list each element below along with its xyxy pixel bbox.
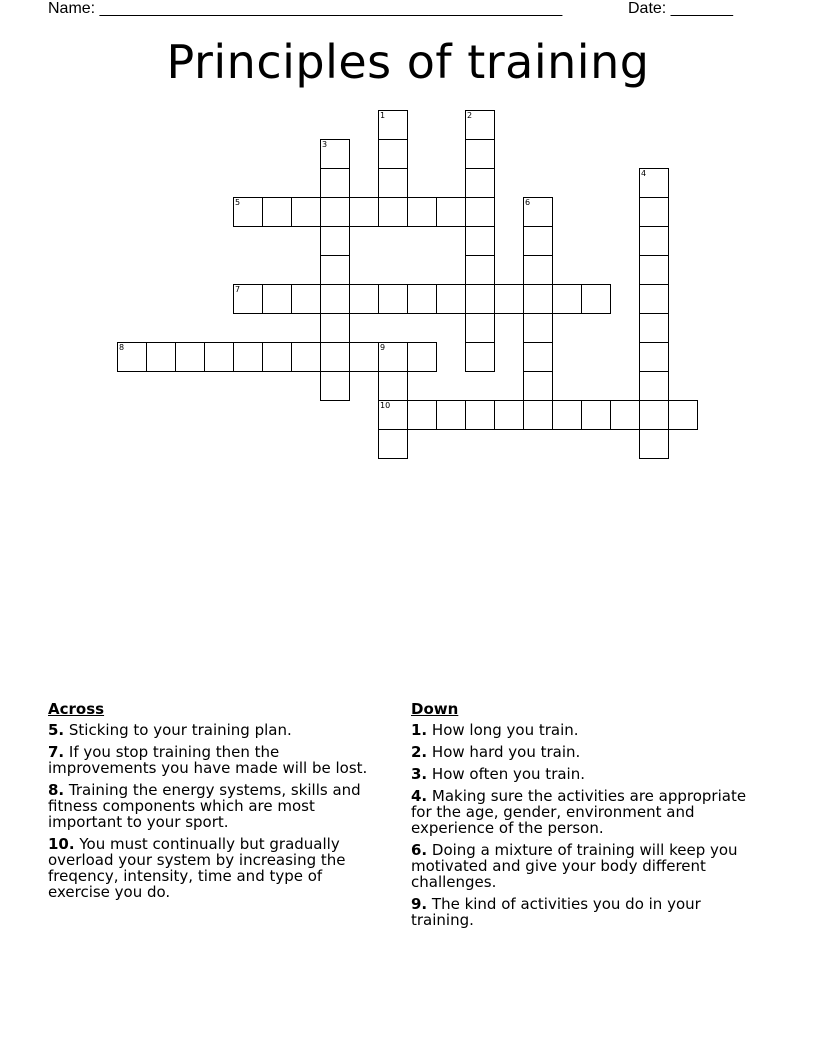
cell-number: 5 xyxy=(235,198,241,207)
crossword-cell[interactable] xyxy=(639,342,669,372)
crossword-cell[interactable] xyxy=(320,197,350,227)
crossword-cell[interactable] xyxy=(407,400,437,430)
crossword-cell[interactable] xyxy=(233,342,263,372)
crossword-cell[interactable] xyxy=(320,226,350,256)
crossword-cell[interactable] xyxy=(262,284,292,314)
crossword-cell[interactable] xyxy=(523,226,553,256)
clue-number: 9. xyxy=(411,895,428,913)
crossword-cell[interactable] xyxy=(378,168,408,198)
clue-number: 8. xyxy=(48,781,65,799)
across-heading: Across xyxy=(48,700,105,718)
crossword-cell[interactable] xyxy=(378,197,408,227)
page-title: Principles of training xyxy=(166,35,650,89)
crossword-cell[interactable] xyxy=(349,284,379,314)
crossword-cell[interactable] xyxy=(610,400,640,430)
crossword-cell[interactable] xyxy=(436,284,466,314)
crossword-cell[interactable] xyxy=(378,429,408,459)
crossword-cell[interactable] xyxy=(523,284,553,314)
crossword-cell[interactable] xyxy=(639,400,669,430)
crossword-grid xyxy=(0,0,816,470)
clue-number: 5. xyxy=(48,721,65,739)
down-clue xyxy=(411,788,766,836)
clue-number: 6. xyxy=(411,841,428,859)
crossword-cell[interactable] xyxy=(320,371,350,401)
crossword-cell[interactable] xyxy=(639,284,669,314)
crossword-cell[interactable] xyxy=(465,255,495,285)
crossword-cell[interactable] xyxy=(668,400,698,430)
clue-text: How often you train. xyxy=(427,765,585,783)
clue-text: Making sure the activities are appropriate for the age, gender, environment and experience of the person. xyxy=(411,787,747,837)
crossword-cell[interactable] xyxy=(349,342,379,372)
crossword-cell[interactable] xyxy=(465,226,495,256)
crossword-cell[interactable] xyxy=(436,197,466,227)
crossword-cell[interactable] xyxy=(320,313,350,343)
crossword-cell[interactable] xyxy=(523,400,553,430)
cell-number: 1 xyxy=(380,111,386,120)
crossword-cell[interactable] xyxy=(523,197,553,227)
crossword-cell[interactable] xyxy=(320,342,350,372)
down-clues xyxy=(411,700,766,934)
clue-text: How hard you train. xyxy=(427,743,581,761)
cell-number: 2 xyxy=(467,111,473,120)
clue-text: Training the energy systems, skills and fitness components which are most important to your sport. xyxy=(48,781,361,831)
clue-text: Doing a mixture of training will keep you motivated and give your body different challenges. xyxy=(411,841,738,891)
across-clue xyxy=(48,782,388,830)
down-clue xyxy=(411,722,766,738)
cell-number: 3 xyxy=(322,140,328,149)
crossword-cell[interactable] xyxy=(639,168,669,198)
crossword-cell[interactable] xyxy=(378,342,408,372)
down-list xyxy=(411,722,766,928)
crossword-cell[interactable] xyxy=(233,284,263,314)
crossword-cell[interactable] xyxy=(639,313,669,343)
clue-number: 7. xyxy=(48,743,65,761)
crossword-cell[interactable] xyxy=(465,197,495,227)
crossword-cell[interactable] xyxy=(320,139,350,169)
crossword-cell[interactable] xyxy=(436,400,466,430)
crossword-cell[interactable] xyxy=(494,284,524,314)
across-clues xyxy=(48,700,388,906)
crossword-cell[interactable] xyxy=(523,371,553,401)
crossword-cell[interactable] xyxy=(320,168,350,198)
crossword-cell[interactable] xyxy=(465,139,495,169)
across-list xyxy=(48,722,388,900)
crossword-cell[interactable] xyxy=(465,110,495,140)
crossword-cell[interactable] xyxy=(552,400,582,430)
cell-number: 4 xyxy=(641,169,647,178)
down-clue xyxy=(411,842,766,890)
down-clue xyxy=(411,744,766,760)
crossword-cell[interactable] xyxy=(378,139,408,169)
crossword-cell[interactable] xyxy=(320,284,350,314)
clue-text: How long you train. xyxy=(427,721,579,739)
down-clue xyxy=(411,896,766,928)
crossword-cell[interactable] xyxy=(407,284,437,314)
crossword-cell[interactable] xyxy=(465,342,495,372)
clue-text: Sticking to your training plan. xyxy=(64,721,292,739)
crossword-cell[interactable] xyxy=(465,168,495,198)
crossword-cell[interactable] xyxy=(233,197,263,227)
clue-number: 1. xyxy=(411,721,428,739)
date-field-label[interactable]: Date: _______ xyxy=(628,0,733,17)
clue-number: 2. xyxy=(411,743,428,761)
cell-number: 10 xyxy=(380,401,391,410)
across-clue xyxy=(48,722,388,738)
clue-text: You must continually but gradually overload your system by increasing the freqency, intensity, time and type of exercise you do. xyxy=(48,835,346,901)
crossword-cell[interactable] xyxy=(407,342,437,372)
crossword-cell[interactable] xyxy=(291,197,321,227)
name-field-label[interactable]: Name: ____________________________________________________ xyxy=(48,0,563,17)
crossword-cell[interactable] xyxy=(320,255,350,285)
crossword-cell[interactable] xyxy=(552,284,582,314)
crossword-cell[interactable] xyxy=(378,110,408,140)
crossword-cell[interactable] xyxy=(523,313,553,343)
cell-number: 9 xyxy=(380,343,386,352)
crossword-cell[interactable] xyxy=(523,342,553,372)
down-heading: Down xyxy=(411,700,459,718)
crossword-cell[interactable] xyxy=(639,429,669,459)
crossword-cell[interactable] xyxy=(581,400,611,430)
cell-number: 8 xyxy=(119,343,125,352)
crossword-cell[interactable] xyxy=(291,342,321,372)
clue-text: The kind of activities you do in your training. xyxy=(411,895,701,929)
crossword-cell[interactable] xyxy=(117,342,147,372)
crossword-cell[interactable] xyxy=(204,342,234,372)
crossword-cell[interactable] xyxy=(639,371,669,401)
crossword-cell[interactable] xyxy=(639,197,669,227)
clue-number: 4. xyxy=(411,787,428,805)
crossword-cell[interactable] xyxy=(378,284,408,314)
crossword-cell[interactable] xyxy=(465,400,495,430)
crossword-cell[interactable] xyxy=(523,255,553,285)
crossword-cell[interactable] xyxy=(639,255,669,285)
crossword-cell[interactable] xyxy=(465,284,495,314)
clue-number: 3. xyxy=(411,765,428,783)
crossword-cell[interactable] xyxy=(291,284,321,314)
crossword-cell[interactable] xyxy=(378,371,408,401)
crossword-cell[interactable] xyxy=(581,284,611,314)
crossword-cell[interactable] xyxy=(494,400,524,430)
down-clue xyxy=(411,766,766,782)
crossword-cell[interactable] xyxy=(175,342,205,372)
cell-number: 7 xyxy=(235,285,241,294)
crossword-cell[interactable] xyxy=(262,197,292,227)
across-clue xyxy=(48,836,388,900)
across-clue xyxy=(48,744,388,776)
clue-number: 10. xyxy=(48,835,75,853)
crossword-cell[interactable] xyxy=(146,342,176,372)
cell-number: 6 xyxy=(525,198,531,207)
clue-text: If you stop training then the improvements you have made will be lost. xyxy=(48,743,368,777)
crossword-cell[interactable] xyxy=(465,313,495,343)
crossword-cell[interactable] xyxy=(262,342,292,372)
crossword-cell[interactable] xyxy=(349,197,379,227)
crossword-cell[interactable] xyxy=(639,226,669,256)
crossword-cell[interactable] xyxy=(378,400,408,430)
crossword-cell[interactable] xyxy=(407,197,437,227)
